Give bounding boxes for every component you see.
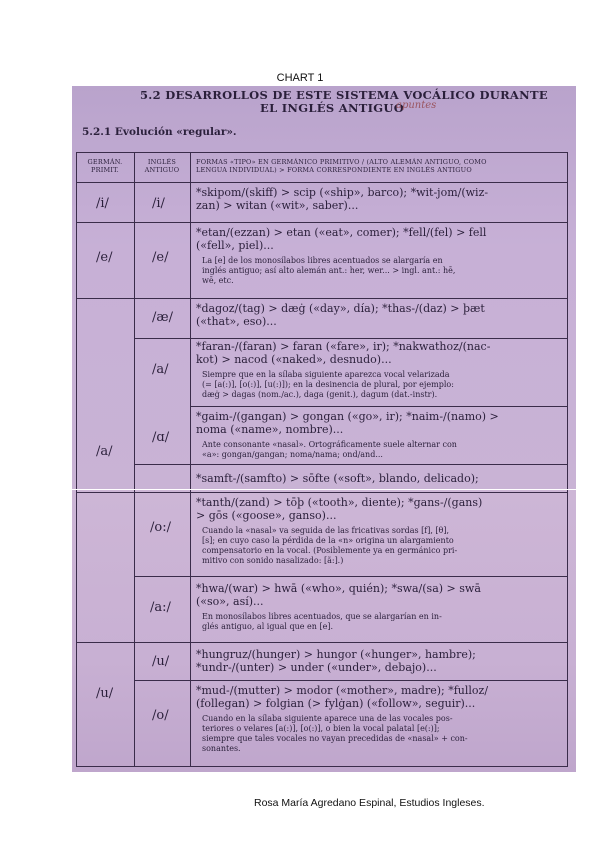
row-rule — [134, 576, 568, 577]
row-e-forms: *etan/(ezzan) > etan («eat», comer); *fell/(fel) > fell («fell», piel)... — [196, 226, 487, 252]
col-rule — [76, 490, 77, 766]
col-rule — [190, 152, 191, 490]
row-rule — [76, 222, 568, 223]
row-oo-note: Cuando la «nasal» va seguida de las fricativas sordas [f], [θ], [s]; en cuyo caso la pérdida de la «n» origina un alargamiento compensatorio en la vocal. (Posiblemente ya en germánico pri- mitivo con sonido nasalizado: [ã:].) — [202, 526, 458, 565]
header-germanic: GERMÁN. PRIMIT. — [87, 158, 123, 174]
oe-vowel-e: /e/ — [152, 250, 169, 265]
col-rule — [134, 490, 135, 766]
subsection-title: 5.2.1 Evolución «regular». — [82, 126, 237, 138]
col-rule — [190, 490, 191, 766]
row-alpha-note: Ante consonante «nasal». Ortográficamente suele alternar con «a»: gongan/gangan; noma/nama; ond/and... — [202, 440, 457, 459]
textbook-photo-top — [72, 86, 576, 490]
row-u-forms: *hungruz/(hunger) > hungor («hunger», hambre); *undr-/(unter) > under («under», debajo)... — [196, 648, 476, 674]
row-rule — [76, 492, 568, 493]
chart-label: CHART 1 — [276, 72, 324, 84]
row-o-forms: *mud-/(mutter) > modor («mother», madre); *fulloz/ (follegan) > folgian (> fylġan) («follow», seguir)... — [196, 684, 489, 710]
oe-vowel-a: /a/ — [152, 362, 169, 377]
row-i-forms: *skipom/(skiff) > scip («ship», barco); *wit-jom/(wiz- zan) > witan («wit», saber)... — [196, 186, 489, 212]
row-rule — [76, 642, 568, 643]
section-title: 5.2 DESARROLLOS DE ESTE SISTEMA VOCÁLICO DURANTE — [140, 88, 548, 102]
germanic-vowel-u: /u/ — [96, 686, 114, 701]
row-a-forms: *faran-/(faran) > faran («fare», ir); *nakwathoz/(nac- kot) > nacod («naked», desnudo)... — [196, 340, 491, 366]
row-rule — [76, 298, 568, 299]
row-alpha-forms: *gaim-/(gangan) > gongan («go», ir); *naim-/(namo) > noma («name», nombre)... — [196, 410, 499, 436]
oe-vowel-aa: /a:/ — [150, 600, 171, 615]
handwritten-note: apuntes — [396, 100, 437, 111]
col-rule — [567, 490, 568, 766]
row-e-note: La [e] de los monosílabos libres acentuados se alargaría en inglés antiguo; así alto alemán ant.: her, wer... > ingl. ant.: hē, wē, etc. — [202, 256, 456, 285]
row-ae-forms: *dagoz/(tag) > dæġ («day», día); *thas-/(daz) > þæt («that», eso)... — [196, 302, 485, 328]
germanic-vowel-i: /i/ — [96, 196, 109, 211]
col-rule — [134, 152, 135, 490]
row-rule — [134, 338, 568, 339]
col-rule — [76, 152, 77, 490]
row-rule — [134, 680, 568, 681]
oe-vowel-oo: /o:/ — [150, 520, 171, 535]
row-rule — [76, 766, 568, 767]
row-samft-forms: *samft-/(samfto) > sōfte («soft», blando, delicado); — [196, 472, 479, 485]
oe-vowel-ae: /æ/ — [152, 310, 173, 325]
textbook-photo-bottom — [72, 490, 576, 772]
row-o-note: Cuando en la sílaba siguiente aparece una de las vocales pos- teriores o velares [a(:)], [o(:)], o bien la vocal palatal [e(:)]; siempre que tales vocales no vayan precedidas de «nasal» + con- sonantes. — [202, 714, 468, 753]
header-rule — [76, 182, 568, 183]
row-aa-forms: *hwa/(war) > hwā («who», quién); *swa/(sa) > swā («so», así)... — [196, 582, 481, 608]
oe-vowel-alpha: /ɑ/ — [152, 430, 170, 445]
oe-vowel-o: /o/ — [152, 708, 169, 723]
header-old-english: INGLÉS ANTIGUO — [144, 158, 180, 174]
row-aa-note: En monosílabos libres acentuados, que se alargarían en in- glés antiguo, al igual que en [e]. — [202, 612, 442, 631]
row-a-note: Siempre que en la sílaba siguiente aparezca vocal velarizada (= [a(:)], [o(:)], [u(:)]); en la desinencia de plural, por ejemplo: dæġ > dagas (nom./ac.), daga (genit.), dagum (dat.-instr). — [202, 370, 454, 399]
germanic-vowel-a: /a/ — [96, 444, 113, 459]
oe-vowel-u: /u/ — [152, 654, 170, 669]
row-oo-forms: *tanth/(zand) > tōþ («tooth», diente); *gans-/(gans) > gōs («goose», ganso)... — [196, 496, 483, 522]
table-top-rule — [76, 152, 568, 153]
germanic-vowel-e: /e/ — [96, 250, 113, 265]
section-title-line2: EL INGLÉS ANTIGUO — [260, 101, 405, 115]
header-forms: FORMAS «TIPO» EN GERMÁNICO PRIMITIVO / (ALTO ALEMÁN ANTIGUO, COMO LENGUA INDIVIDUAL) > FORMA CORRESPONDIENTE EN INGLÉS ANTIGUO — [196, 158, 487, 174]
col-rule — [567, 152, 568, 490]
row-rule — [134, 464, 568, 465]
footer-attribution: Rosa María Agredano Espinal, Estudios Ingleses. — [254, 797, 485, 809]
row-rule — [190, 406, 568, 407]
oe-vowel-i: /i/ — [152, 196, 165, 211]
